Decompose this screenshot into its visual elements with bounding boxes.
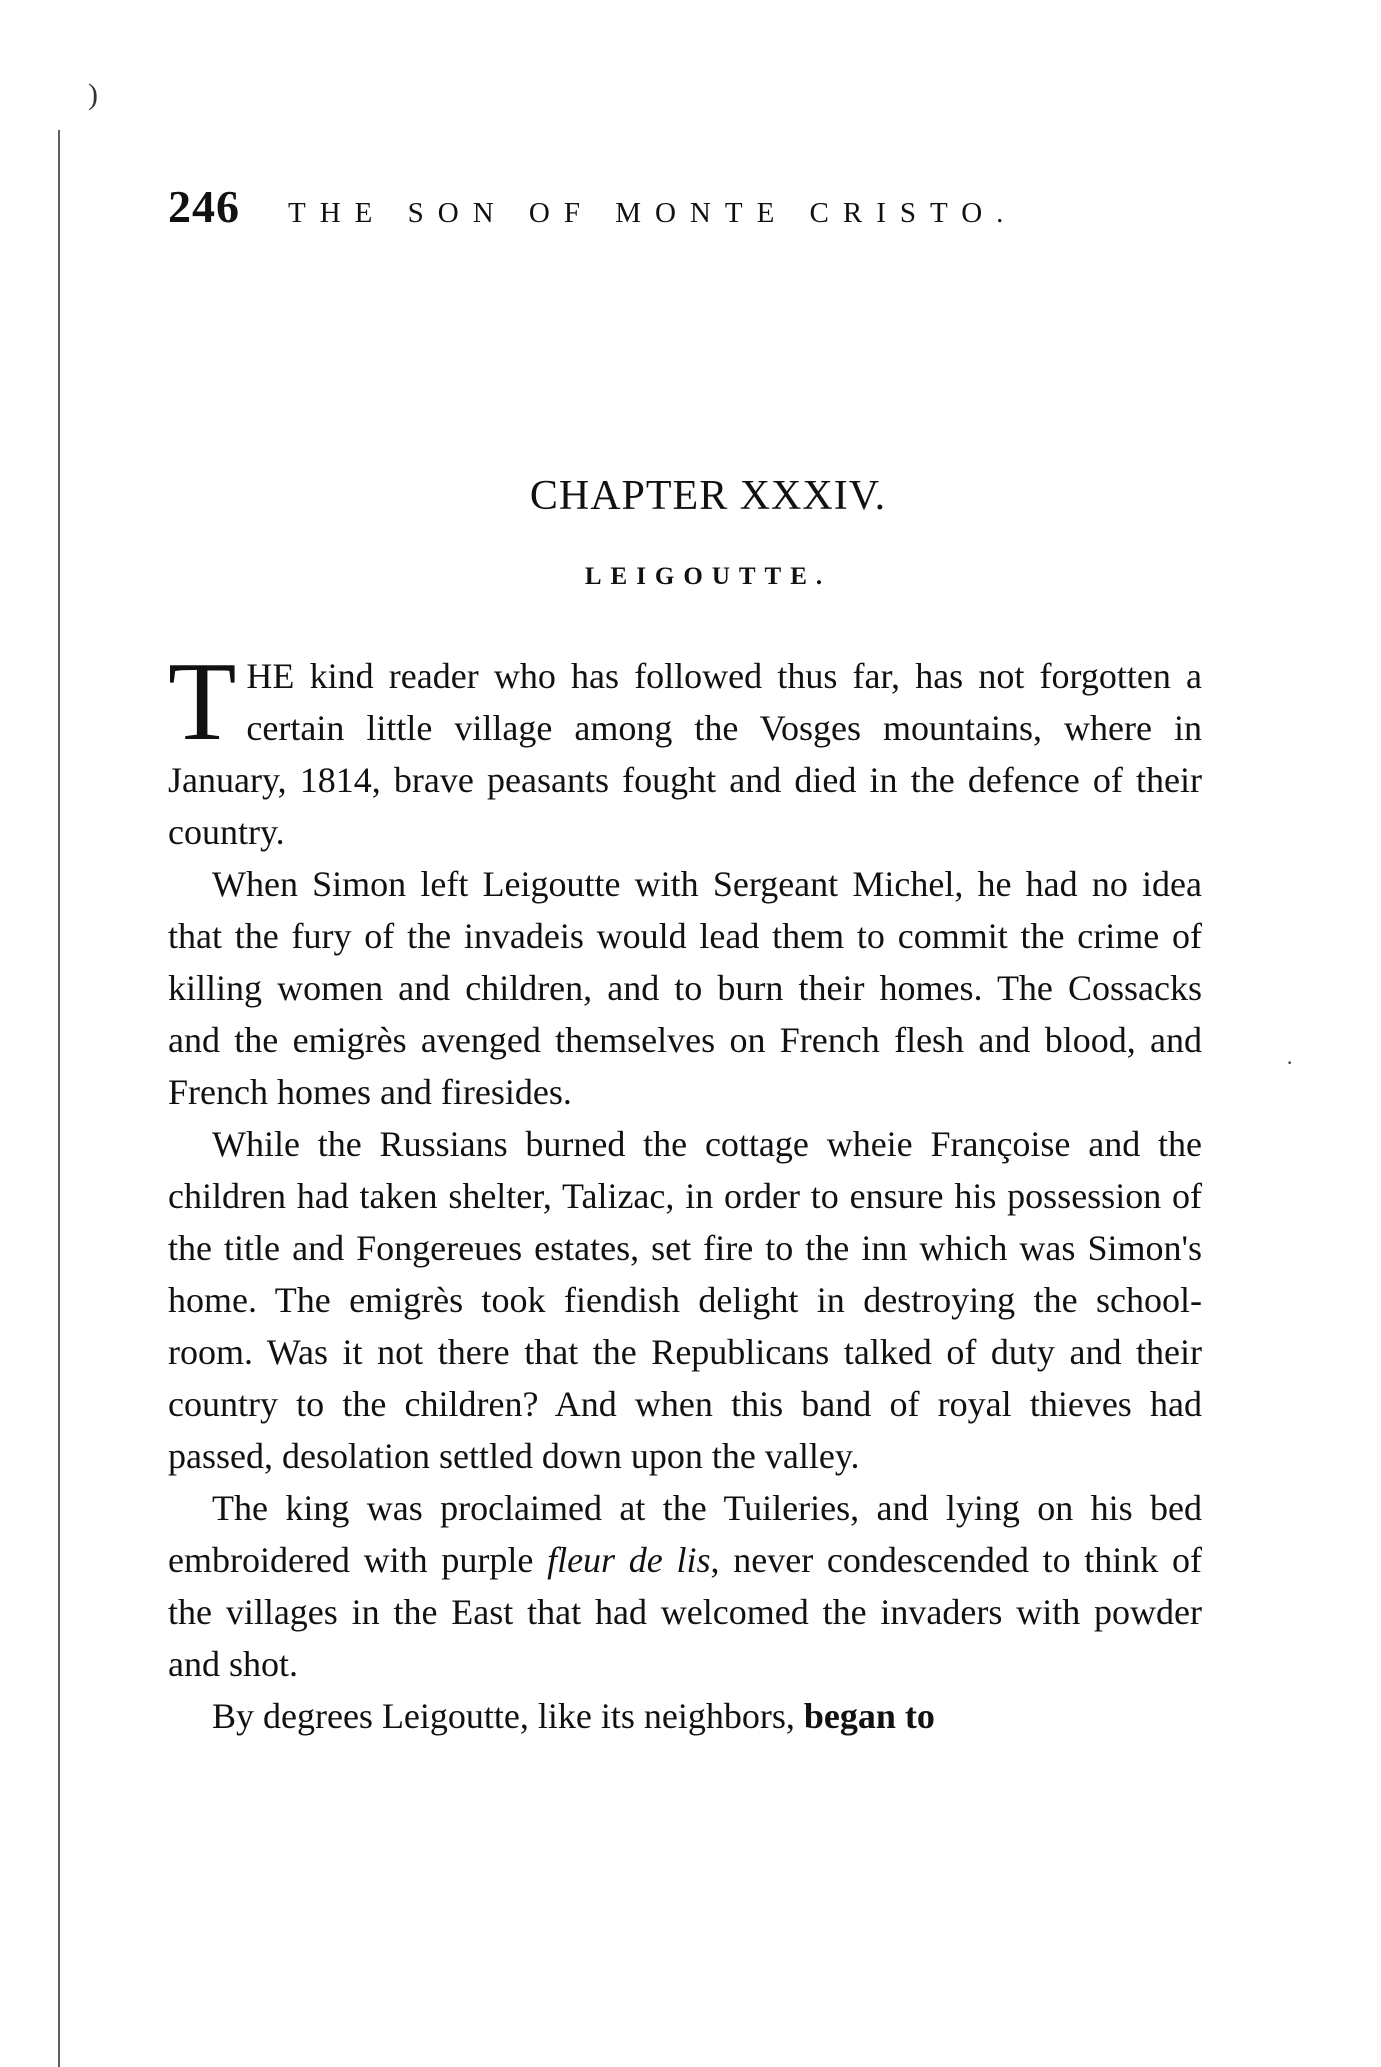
paragraph-4	[168, 1482, 1202, 1690]
paragraph-2: When Simon left Leigoutte with Sergeant Michel, he had no idea that the fury of the invadeis would lead them to commit the crime of killing women and children, and to burn their homes. The Cossacks and the emigrès avenged themselves on French flesh and blood, and French homes and firesides.	[168, 864, 1202, 1112]
running-title: THE SON OF MONTE CRISTO.	[288, 197, 1018, 229]
opening-word: HE	[246, 656, 295, 696]
catchword: began to	[803, 1696, 935, 1736]
page-number: 246	[168, 181, 240, 232]
body-text	[168, 640, 1203, 1742]
paragraph-4-text-b: , never condescended to think of the villages in the East that had welcomed the invaders with powder and shot.	[168, 1540, 1203, 1684]
paragraph-3: While the Russians burned the cottage wheie Françoise and the children had taken shelter, Talizac, in order to ensure his possession of the title and Fongereues estates, set fire to the inn which was Simon's home. The emigrès took fiendish delight in destroying the school-room. Was it not there that the Republicans talked of duty and their country to the children? And when this band of royal thieves had passed, desolation settled down upon the valley.	[168, 1124, 1202, 1476]
stray-dot: ·	[1286, 1050, 1294, 1075]
paragraph-4-text-a: The king was proclaimed at the Tuileries, and lying on his bed embroidered with purple	[168, 1488, 1202, 1580]
paragraph-5-text: By degrees Leigoutte, like its neighbors,	[212, 1696, 804, 1736]
chapter-subtitle: LEIGOUTTE.	[584, 563, 832, 590]
drop-cap: T	[168, 640, 237, 764]
running-head	[168, 180, 1218, 236]
paragraph-1	[168, 640, 1202, 858]
italic-phrase: fleur de lis	[547, 1540, 711, 1580]
paragraph-5	[168, 1690, 1202, 1742]
paragraph-1-text: kind reader who has followed thus far, has not forgotten a certain little village among the Vosges mountains, where in January, 1814, brave peasants fought and died in the defence of their country.	[168, 656, 1202, 852]
gutter-line	[58, 130, 60, 2067]
margin-mark: )	[88, 78, 98, 111]
chapter-heading: CHAPTER XXXIV.	[529, 473, 887, 519]
